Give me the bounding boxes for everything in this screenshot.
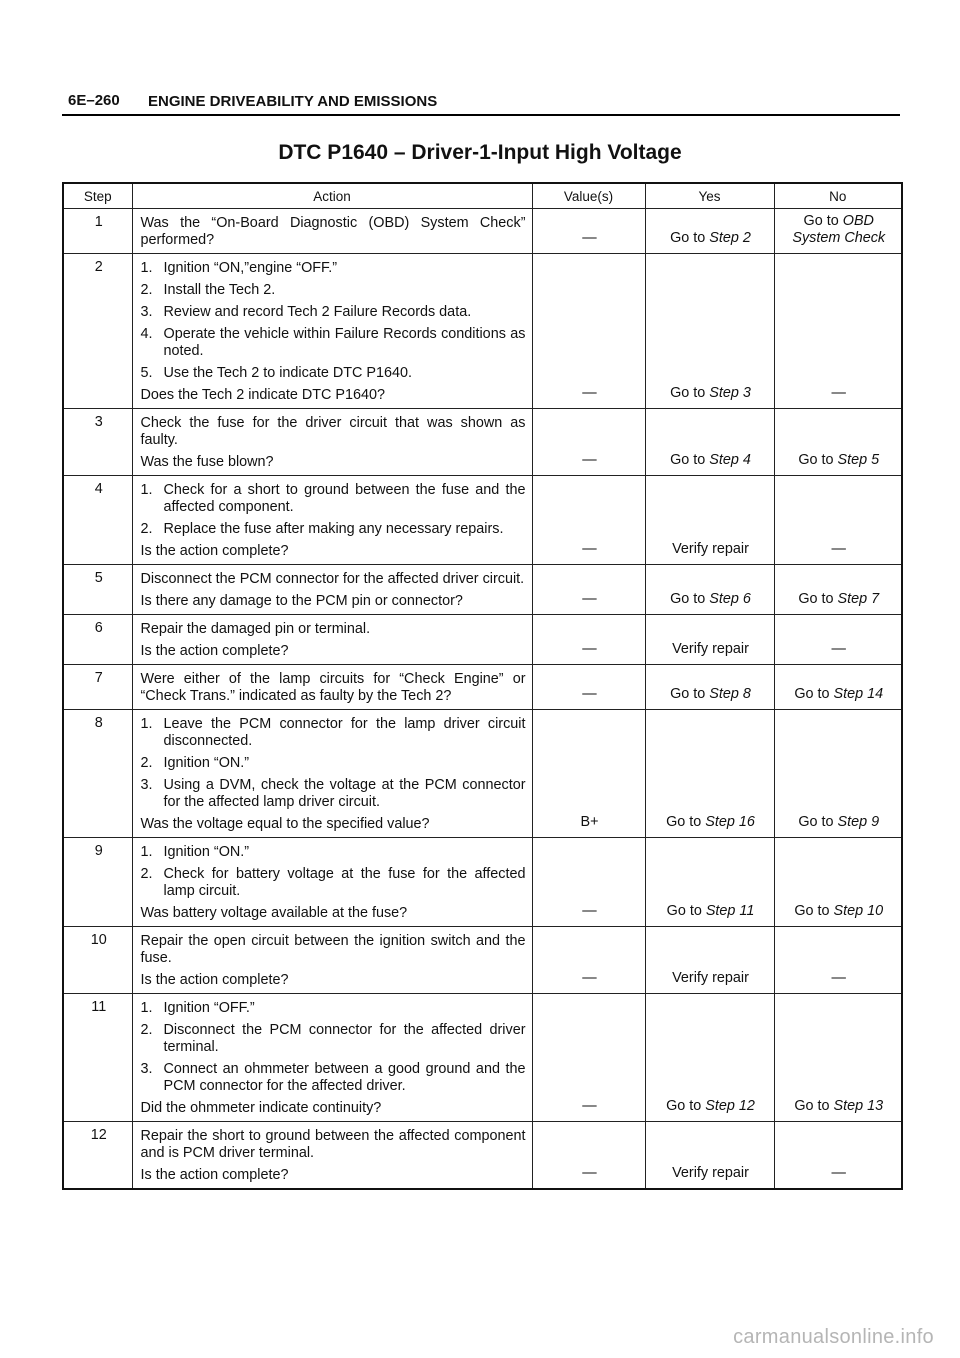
item-number: 3. <box>140 777 153 793</box>
table-row <box>63 615 902 665</box>
table-row <box>63 476 902 565</box>
yes-prefix: Go to <box>670 230 710 246</box>
table-row <box>63 209 902 254</box>
table-body <box>63 209 902 1190</box>
action-cell <box>132 927 532 994</box>
step-number: 3 <box>63 409 132 476</box>
no-prefix: — <box>831 641 846 657</box>
action-cell <box>132 710 532 838</box>
value-cell: — <box>532 409 645 476</box>
yes-prefix: Verify repair <box>672 1165 749 1181</box>
table-row <box>63 710 902 838</box>
action-question: Were either of the lamp circuits for “Check Engine” or “Check Trans.” indicated as faulty by the Tech 2? <box>140 671 526 704</box>
table-row <box>63 565 902 615</box>
value-cell: — <box>532 254 645 409</box>
item-text: Using a DVM, check the voltage at the PCM connector for the affected lamp driver circuit. <box>163 777 526 810</box>
yes-step-link: Step 12 <box>705 1098 755 1114</box>
value-cell: — <box>532 476 645 565</box>
diagnostic-table <box>62 182 903 1190</box>
action-cell <box>132 565 532 615</box>
action-text: Disconnect the PCM connector for the affected driver circuit. <box>140 571 525 587</box>
action-cell <box>132 838 532 927</box>
item-text: Check for battery voltage at the fuse for the affected lamp circuit. <box>163 866 526 899</box>
action-cell <box>132 1122 532 1190</box>
yes-cell <box>645 838 774 927</box>
yes-cell <box>645 254 774 409</box>
item-text: Connect an ohmmeter between a good ground and the PCM connector for the affected driver. <box>163 1061 526 1094</box>
step-number: 7 <box>63 665 132 710</box>
yes-cell <box>645 1122 774 1190</box>
action-list-item <box>141 844 526 861</box>
column-header-no: No <box>774 183 902 209</box>
step-number: 8 <box>63 710 132 838</box>
no-cell <box>774 254 902 409</box>
table-row <box>63 838 902 927</box>
value-cell: — <box>532 615 645 665</box>
value-cell: — <box>532 927 645 994</box>
yes-step-link: Step 4 <box>709 452 751 468</box>
action-list-item <box>141 326 526 360</box>
no-cell <box>774 927 902 994</box>
action-question: Is the action complete? <box>140 1167 289 1183</box>
action-cell <box>132 209 532 254</box>
column-header-values: Value(s) <box>532 183 645 209</box>
action-question: Is the action complete? <box>140 543 289 559</box>
action-list-item <box>141 716 526 750</box>
table-row <box>63 409 902 476</box>
action-question: Was the voltage equal to the specified value? <box>140 816 430 832</box>
action-question: Was the fuse blown? <box>140 454 274 470</box>
item-text: Replace the fuse after making any necessary repairs. <box>163 521 504 537</box>
table-row <box>63 994 902 1122</box>
action-question: Was battery voltage available at the fuse? <box>140 905 408 921</box>
step-number: 6 <box>63 615 132 665</box>
item-number: 1. <box>140 260 153 276</box>
no-cell <box>774 710 902 838</box>
value-cell: — <box>532 665 645 710</box>
no-prefix: Go to <box>803 213 843 229</box>
action-question: Was the “On-Board Diagnostic (OBD) System Check” performed? <box>140 215 526 248</box>
table-header-row <box>63 183 902 209</box>
item-number: 2. <box>140 1022 153 1038</box>
table-row <box>63 927 902 994</box>
no-prefix: Go to <box>798 591 838 607</box>
no-cell <box>774 1122 902 1190</box>
no-cell <box>774 615 902 665</box>
value-cell: — <box>532 209 645 254</box>
yes-step-link: Step 3 <box>709 385 751 401</box>
table-row <box>63 1122 902 1190</box>
action-list-item <box>141 755 526 772</box>
item-text: Ignition “ON,”engine “OFF.” <box>163 260 338 276</box>
action-cell <box>132 615 532 665</box>
no-cell <box>774 409 902 476</box>
yes-step-link: Step 2 <box>709 230 751 246</box>
action-text: Repair the short to ground between the affected component and is PCM driver terminal. <box>140 1128 526 1161</box>
action-list-item <box>141 777 526 811</box>
yes-prefix: Go to <box>666 1098 706 1114</box>
yes-step-link: Step 16 <box>705 814 755 830</box>
value-cell: — <box>532 994 645 1122</box>
action-text: Repair the open circuit between the ignition switch and the fuse. <box>140 933 526 966</box>
item-text: Install the Tech 2. <box>163 282 276 298</box>
no-prefix: — <box>831 541 846 557</box>
yes-cell <box>645 409 774 476</box>
yes-step-link: Step 6 <box>709 591 751 607</box>
no-step-link: Step 14 <box>833 686 884 702</box>
item-text: Check for a short to ground between the fuse and the affected component. <box>163 482 526 515</box>
yes-cell <box>645 665 774 710</box>
no-step-link: Step 9 <box>837 814 880 830</box>
item-number: 5. <box>140 365 153 381</box>
yes-prefix: Verify repair <box>672 641 749 657</box>
watermark: carmanualsonline.info <box>733 1326 934 1348</box>
value-cell: — <box>532 838 645 927</box>
no-prefix: Go to <box>798 814 838 830</box>
item-number: 1. <box>140 1000 153 1016</box>
yes-cell <box>645 476 774 565</box>
yes-prefix: Go to <box>670 452 710 468</box>
yes-prefix: Go to <box>670 385 710 401</box>
value-cell: — <box>532 1122 645 1190</box>
no-cell <box>774 838 902 927</box>
no-cell <box>774 665 902 710</box>
item-number: 4. <box>140 326 153 342</box>
no-prefix: Go to <box>798 452 838 468</box>
item-number: 1. <box>140 844 153 860</box>
step-number: 10 <box>63 927 132 994</box>
item-number: 3. <box>140 304 153 320</box>
action-list-item <box>141 521 526 538</box>
action-text: Check the fuse for the driver circuit that was shown as faulty. <box>140 415 526 448</box>
action-question: Is the action complete? <box>140 972 289 988</box>
item-text: Operate the vehicle within Failure Records conditions as noted. <box>163 326 526 359</box>
action-list-item <box>141 1022 526 1056</box>
action-cell <box>132 665 532 710</box>
yes-prefix: Verify repair <box>672 970 749 986</box>
action-cell <box>132 254 532 409</box>
step-number: 1 <box>63 209 132 254</box>
step-number: 5 <box>63 565 132 615</box>
yes-step-link: Step 11 <box>705 903 755 919</box>
action-cell <box>132 476 532 565</box>
yes-step-link: Step 8 <box>709 686 751 702</box>
no-prefix: — <box>831 1165 846 1181</box>
section-title: ENGINE DRIVEABILITY AND EMISSIONS <box>148 93 438 110</box>
table-row <box>63 254 902 409</box>
yes-prefix: Go to <box>670 686 710 702</box>
step-number: 11 <box>63 994 132 1122</box>
action-list-item <box>141 304 526 321</box>
item-number: 2. <box>140 521 153 537</box>
page-header <box>62 92 900 116</box>
no-prefix: — <box>831 385 846 401</box>
yes-cell <box>645 994 774 1122</box>
item-text: Leave the PCM connector for the lamp driver circuit disconnected. <box>163 716 526 749</box>
action-list-item <box>141 365 526 382</box>
page-number: 6E–260 <box>68 92 120 109</box>
yes-cell <box>645 615 774 665</box>
column-header-action: Action <box>132 183 532 209</box>
action-cell <box>132 409 532 476</box>
item-text: Use the Tech 2 to indicate DTC P1640. <box>163 365 413 381</box>
no-cell <box>774 476 902 565</box>
step-number: 9 <box>63 838 132 927</box>
item-text: Ignition “ON.” <box>163 844 250 860</box>
no-prefix: Go to <box>794 1098 834 1114</box>
action-text: Repair the damaged pin or terminal. <box>140 621 371 637</box>
no-cell <box>774 565 902 615</box>
column-header-yes: Yes <box>645 183 774 209</box>
value-cell: — <box>532 565 645 615</box>
no-step-link: Step 5 <box>837 452 880 468</box>
yes-cell <box>645 710 774 838</box>
no-cell <box>774 994 902 1122</box>
yes-cell <box>645 565 774 615</box>
yes-prefix: Verify repair <box>672 541 749 557</box>
step-number: 4 <box>63 476 132 565</box>
action-list-item <box>141 866 526 900</box>
yes-cell <box>645 209 774 254</box>
no-prefix: Go to <box>794 686 834 702</box>
action-list-item <box>141 260 526 277</box>
yes-prefix: Go to <box>666 814 706 830</box>
step-number: 2 <box>63 254 132 409</box>
no-step-link: Step 10 <box>833 903 884 919</box>
no-cell <box>774 209 902 254</box>
item-text: Ignition “ON.” <box>163 755 250 771</box>
item-number: 2. <box>140 866 153 882</box>
action-question: Does the Tech 2 indicate DTC P1640? <box>140 387 386 403</box>
item-number: 2. <box>140 282 153 298</box>
yes-cell <box>645 927 774 994</box>
action-list-item <box>141 1000 526 1017</box>
action-list-item <box>141 1061 526 1095</box>
action-list-item <box>141 482 526 516</box>
action-question: Did the ohmmeter indicate continuity? <box>140 1100 382 1116</box>
action-cell <box>132 994 532 1122</box>
no-step-link: OBD System Check <box>792 213 886 246</box>
yes-prefix: Go to <box>666 903 706 919</box>
page-title: DTC P1640 – Driver-1-Input High Voltage <box>278 141 682 164</box>
yes-prefix: Go to <box>670 591 710 607</box>
action-list-item <box>141 282 526 299</box>
no-prefix: Go to <box>794 903 834 919</box>
no-step-link: Step 13 <box>833 1098 884 1114</box>
item-text: Review and record Tech 2 Failure Records data. <box>163 304 472 320</box>
item-text: Disconnect the PCM connector for the affected driver terminal. <box>163 1022 526 1055</box>
action-question: Is there any damage to the PCM pin or connector? <box>140 593 463 609</box>
item-number: 3. <box>140 1061 153 1077</box>
item-text: Ignition “OFF.” <box>163 1000 255 1016</box>
column-header-step: Step <box>63 183 132 209</box>
item-number: 1. <box>140 716 153 732</box>
no-prefix: — <box>831 970 846 986</box>
value-cell: B+ <box>532 710 645 838</box>
no-step-link: Step 7 <box>837 591 880 607</box>
step-number: 12 <box>63 1122 132 1190</box>
action-question: Is the action complete? <box>140 643 289 659</box>
item-number: 1. <box>140 482 153 498</box>
table-row <box>63 665 902 710</box>
item-number: 2. <box>140 755 153 771</box>
